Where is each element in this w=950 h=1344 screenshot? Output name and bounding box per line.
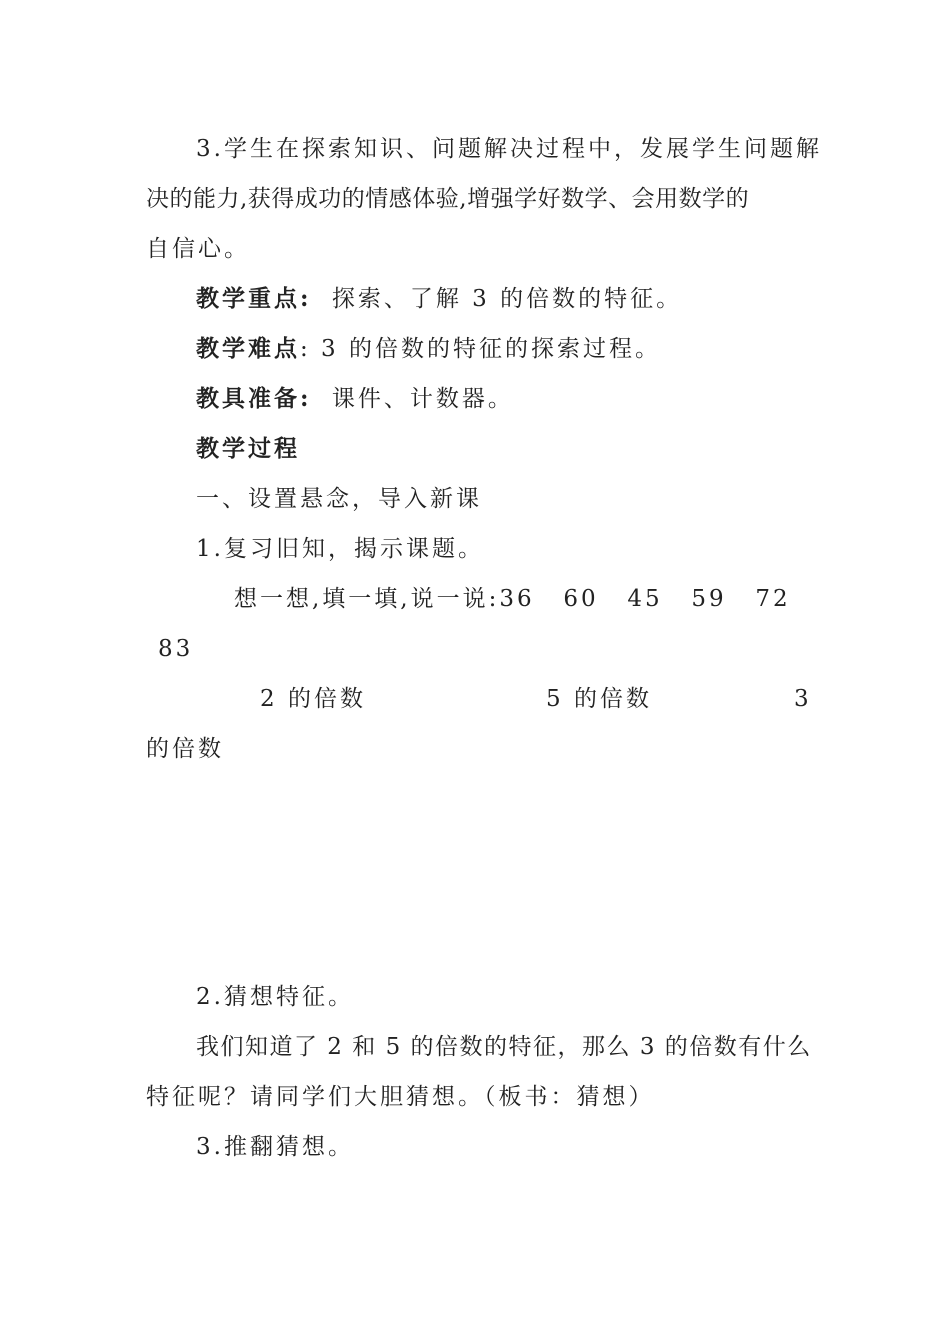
number-83: 83 [158,636,194,662]
objective-line-1: 3.学生在探索知识、问题解决过程中，发展学生问题解 [196,136,822,162]
difficulty-text: : 3 的倍数的特征的探索过程。 [300,336,662,362]
number-59: 59 [691,586,727,612]
number-36: 36 [499,586,535,612]
tools-text: 课件、计数器。 [331,386,514,412]
guess-paragraph-line-2: 特征呢？请同学们大胆猜想。（板书：猜想） [146,1084,655,1110]
multiples-of-5-label: 5 的倍数 [546,686,652,712]
tools-label: 教具准备: [196,385,312,412]
think-line [234,584,791,614]
difficulty-label: 教学难点 [196,335,300,362]
step-2: 2.猜想特征。 [196,984,354,1010]
key-point-line [196,284,682,314]
objective-line-3: 自信心。 [146,236,250,262]
key-point-text: 探索、了解 3 的倍数的特征。 [331,286,683,312]
objective-line-2: 决的能力,获得成功的情感体验,增强学好数学、会用数学的 [146,186,750,212]
process-heading: 教学过程 [196,435,300,462]
multiples-of-2-label: 2 的倍数 [260,686,366,712]
multiples-of-3-label: 的倍数 [146,736,224,762]
key-point-label: 教学重点: [196,285,312,312]
tools-line [196,384,514,414]
section-1-heading: 一、设置悬念，导入新课 [196,486,482,512]
step-3: 3.推翻猜想。 [196,1134,354,1160]
difficulty-line [196,334,661,364]
think-prompt: 想一想,填一填,说一说: [234,586,500,612]
step-1: 1.复习旧知，揭示课题。 [196,536,484,562]
number-60: 60 [563,586,599,612]
multiples-of-3-number: 3 [794,686,812,712]
number-45: 45 [627,586,663,612]
number-72: 72 [755,586,791,612]
guess-paragraph-line-1: 我们知道了 2 和 5 的倍数的特征，那么 3 的倍数有什么 [196,1034,812,1060]
